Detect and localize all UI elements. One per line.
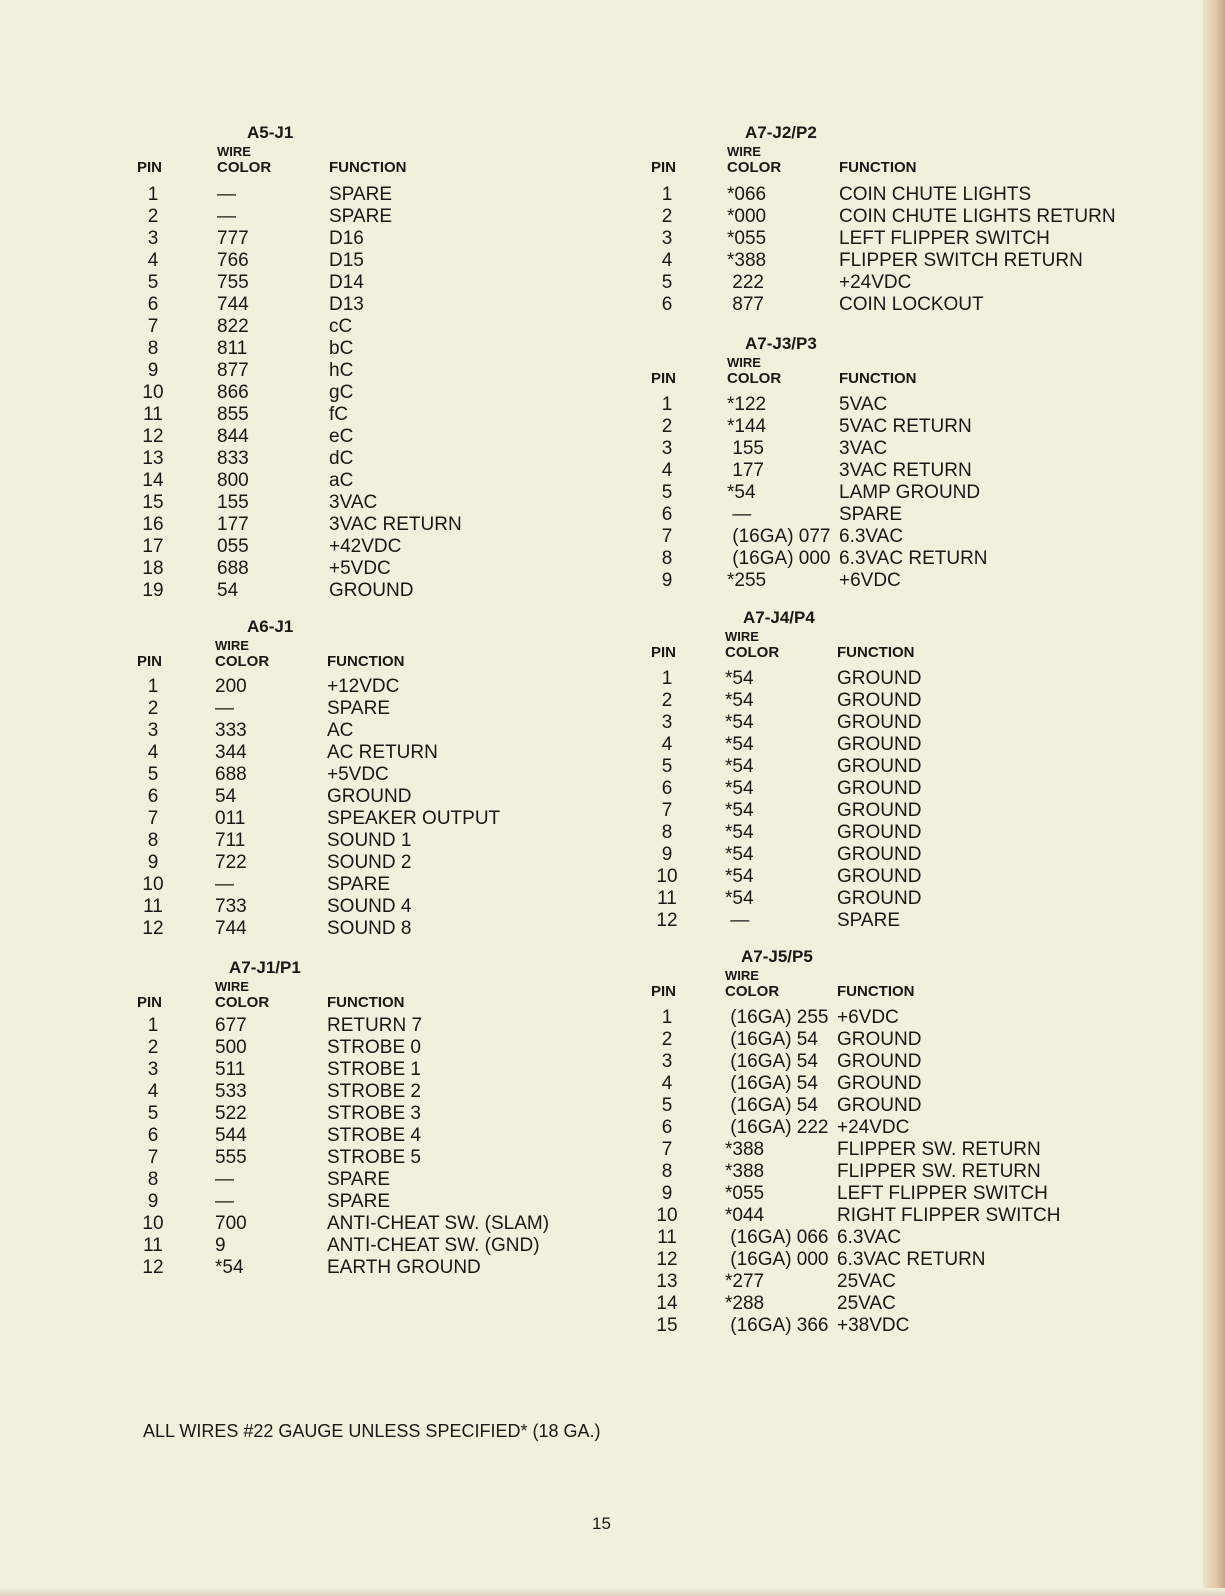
wire-color: (16GA) 000	[725, 1249, 829, 1270]
wire-color: *54	[727, 482, 756, 503]
connector-title: A7-J2/P2	[745, 123, 817, 142]
pin-number: 12	[142, 426, 164, 447]
pin-function: RETURN 7	[327, 1015, 423, 1036]
pin-number: 6	[147, 294, 159, 315]
pin-number: 8	[147, 1169, 159, 1190]
pin-number: 10	[656, 866, 678, 887]
wire-color: —	[217, 184, 236, 205]
wire-color: 500	[215, 1037, 247, 1058]
pin-number: 11	[143, 404, 163, 425]
pin-function: LAMP GROUND	[839, 482, 981, 503]
wire-color: —	[217, 206, 236, 227]
wire-color: —	[215, 1191, 234, 1212]
wire-color: 733	[215, 896, 247, 917]
wire-color: 722	[215, 852, 247, 873]
wire-color: 011	[215, 808, 246, 829]
wire-color: (16GA) 077	[727, 526, 831, 547]
pin-function: 25VAC	[837, 1271, 896, 1292]
pin-number: 16	[142, 514, 164, 535]
wire-color: *54	[725, 822, 754, 843]
function-header: FUNCTION	[839, 370, 917, 387]
pin-function: SPARE	[327, 874, 391, 895]
pin-number: 2	[147, 1037, 159, 1058]
page-edge-shadow	[1203, 0, 1225, 1596]
pin-function: LEFT FLIPPER SWITCH	[839, 228, 1050, 249]
color-header: COLOR	[727, 370, 782, 387]
pin-number: 2	[661, 416, 673, 437]
pin-number: 5	[661, 1095, 673, 1116]
wire-color: *122	[727, 394, 767, 415]
wire-color: (16GA) 54	[725, 1029, 818, 1050]
pin-function: +6VDC	[837, 1007, 899, 1028]
pin-function: GROUND	[837, 866, 922, 887]
wire-color: 177	[727, 460, 764, 481]
pin-number: 7	[147, 1147, 159, 1168]
pin-function: GROUND	[327, 786, 412, 807]
pin-function: +24VDC	[839, 272, 912, 293]
pin-number: 1	[661, 394, 673, 415]
function-header: FUNCTION	[837, 644, 915, 661]
wire-label: WIRE	[725, 968, 759, 983]
connector-title: A7-J5/P5	[741, 947, 813, 966]
wire-color: 522	[215, 1103, 247, 1124]
pin-function: 5VAC RETURN	[839, 416, 972, 437]
pin-function: GROUND	[837, 712, 922, 733]
pin-number: 11	[143, 1235, 163, 1256]
pin-function: bC	[329, 338, 354, 359]
pin-function: LEFT FLIPPER SWITCH	[837, 1183, 1048, 1204]
pin-function: SOUND 1	[327, 830, 412, 851]
pin-number: 4	[661, 734, 673, 755]
wire-color: 155	[217, 492, 249, 513]
pin-number: 3	[147, 1059, 159, 1080]
pin-function: SPARE	[329, 184, 393, 205]
pin-number: 5	[147, 764, 159, 785]
pin-function: ANTI-CHEAT SW. (GND)	[327, 1235, 540, 1256]
pin-function: aC	[329, 470, 354, 491]
pin-function: GROUND	[837, 668, 922, 689]
pin-number: 6	[661, 504, 673, 525]
wire-label: WIRE	[215, 638, 249, 653]
wire-color: 744	[217, 294, 249, 315]
pin-function: +6VDC	[839, 570, 901, 591]
pin-function: SPARE	[837, 910, 901, 931]
pin-header: PIN	[137, 159, 163, 176]
pin-function: FLIPPER SW. RETURN	[837, 1139, 1041, 1160]
wire-color: 344	[215, 742, 247, 763]
wire-color: 822	[217, 316, 249, 337]
wire-color: (16GA) 255	[725, 1007, 829, 1028]
wire-color: —	[725, 910, 750, 931]
pin-function: 3VAC	[839, 438, 888, 459]
wire-color: *54	[725, 734, 754, 755]
wire-color: 9	[215, 1235, 226, 1256]
wire-color: *388	[725, 1139, 765, 1160]
wire-color: (16GA) 54	[725, 1095, 818, 1116]
wire-color: *277	[725, 1271, 765, 1292]
pin-number: 7	[147, 808, 159, 829]
color-header: COLOR	[215, 653, 270, 670]
pin-number: 15	[656, 1315, 678, 1336]
pin-number: 10	[142, 874, 164, 895]
function-header: FUNCTION	[839, 159, 917, 176]
pin-number: 1	[147, 184, 159, 205]
wire-color: (16GA) 066	[725, 1227, 829, 1248]
page-bottom-edge	[0, 1588, 1225, 1596]
pin-number: 5	[661, 482, 673, 503]
pin-function: SPARE	[327, 698, 391, 719]
pin-header: PIN	[651, 644, 677, 661]
connector-title: A5-J1	[247, 123, 294, 142]
pin-function: 6.3VAC	[837, 1227, 902, 1248]
wire-color: (16GA) 54	[725, 1051, 818, 1072]
pin-function: GROUND	[837, 778, 922, 799]
pin-number: 1	[661, 184, 673, 205]
connector-title: A6-J1	[247, 617, 294, 636]
pin-header: PIN	[651, 370, 677, 387]
wire-color: *055	[727, 228, 767, 249]
pin-function: D16	[329, 228, 364, 249]
pin-function: GROUND	[837, 822, 922, 843]
pin-number: 8	[147, 830, 159, 851]
pin-function: SPARE	[329, 206, 393, 227]
wire-color: *54	[725, 800, 754, 821]
pin-number: 3	[147, 228, 159, 249]
pin-number: 18	[142, 558, 164, 579]
pin-function: +24VDC	[837, 1117, 910, 1138]
pin-number: 4	[147, 250, 159, 271]
pin-function: hC	[329, 360, 354, 381]
pin-function: GROUND	[837, 734, 922, 755]
color-header: COLOR	[217, 159, 272, 176]
pin-number: 3	[661, 712, 673, 733]
pin-number: 17	[142, 536, 164, 557]
pin-function: D13	[329, 294, 364, 315]
wire-color: *54	[215, 1257, 244, 1278]
pin-function: GROUND	[837, 888, 922, 909]
wire-color: —	[215, 1169, 234, 1190]
pin-number: 8	[147, 338, 159, 359]
page-number: 15	[592, 1514, 611, 1533]
pin-function: dC	[329, 448, 354, 469]
pin-function: D15	[329, 250, 364, 271]
pin-function: GROUND	[837, 1029, 922, 1050]
wire-color: *388	[725, 1161, 765, 1182]
pin-number: 5	[147, 1103, 159, 1124]
pin-number: 14	[656, 1293, 678, 1314]
wire-color: *000	[727, 206, 767, 227]
wire-color: *54	[725, 756, 754, 777]
pin-function: GROUND	[837, 756, 922, 777]
pin-function: SOUND 2	[327, 852, 412, 873]
wire-color: 333	[215, 720, 247, 741]
pin-number: 7	[661, 1139, 673, 1160]
pin-number: 6	[661, 778, 673, 799]
wire-color: 877	[727, 294, 764, 315]
pin-number: 13	[142, 448, 164, 469]
pin-number: 2	[661, 1029, 673, 1050]
wire-color: *255	[727, 570, 767, 591]
pin-function: AC	[327, 720, 354, 741]
wire-color: 54	[217, 580, 239, 601]
pin-number: 9	[661, 844, 673, 865]
color-header: COLOR	[727, 159, 782, 176]
pin-function: STROBE 3	[327, 1103, 421, 1124]
wire-label: WIRE	[727, 355, 761, 370]
wire-label: WIRE	[217, 144, 251, 159]
function-header: FUNCTION	[327, 653, 405, 670]
pin-function: +38VDC	[837, 1315, 910, 1336]
wire-color: 777	[217, 228, 249, 249]
pin-number: 3	[661, 438, 673, 459]
pin-function: 25VAC	[837, 1293, 896, 1314]
pin-header: PIN	[137, 653, 163, 670]
wire-color: 711	[215, 830, 246, 851]
pin-number: 12	[142, 918, 164, 939]
pin-number: 4	[661, 460, 673, 481]
connector-title: A7-J3/P3	[745, 334, 817, 353]
wire-color: 755	[217, 272, 249, 293]
wire-color: —	[215, 874, 234, 895]
pin-function: FLIPPER SW. RETURN	[837, 1161, 1041, 1182]
pin-number: 2	[661, 206, 673, 227]
pin-number: 7	[661, 526, 673, 547]
pin-number: 11	[657, 1227, 677, 1248]
wire-color: 800	[217, 470, 249, 491]
color-header: COLOR	[725, 983, 780, 1000]
wire-color: 222	[727, 272, 764, 293]
pin-number: 3	[661, 1051, 673, 1072]
wire-color: *055	[725, 1183, 765, 1204]
pin-number: 4	[661, 250, 673, 271]
pin-number: 2	[147, 698, 159, 719]
wire-color: 811	[217, 338, 248, 359]
pin-function: 3VAC RETURN	[329, 514, 462, 535]
pin-number: 1	[147, 1015, 159, 1036]
pin-number: 1	[661, 1007, 673, 1028]
pin-number: 4	[147, 1081, 159, 1102]
pin-number: 19	[142, 580, 164, 601]
wire-color: —	[727, 504, 752, 525]
wire-color: 688	[217, 558, 249, 579]
color-header: COLOR	[215, 994, 270, 1011]
wire-color: 688	[215, 764, 247, 785]
pin-number: 1	[147, 676, 159, 697]
wire-color: *54	[725, 866, 754, 887]
connector-title: A7-J1/P1	[229, 958, 301, 977]
wire-color: *54	[725, 844, 754, 865]
pin-function: STROBE 5	[327, 1147, 421, 1168]
pin-function: +42VDC	[329, 536, 402, 557]
connector-title: A7-J4/P4	[743, 608, 815, 627]
pin-function: GROUND	[837, 844, 922, 865]
pin-function: GROUND	[329, 580, 414, 601]
pin-number: 3	[661, 228, 673, 249]
wire-color: 700	[215, 1213, 247, 1234]
pin-number: 8	[661, 1161, 673, 1182]
wire-color: *066	[727, 184, 767, 205]
wire-color: 177	[217, 514, 249, 535]
pin-function: SOUND 8	[327, 918, 412, 939]
pin-number: 12	[656, 1249, 678, 1270]
wire-color: *288	[725, 1293, 765, 1314]
pin-function: +5VDC	[327, 764, 389, 785]
wire-color: 866	[217, 382, 249, 403]
wire-label: WIRE	[727, 144, 761, 159]
pin-function: 6.3VAC	[839, 526, 904, 547]
pin-function: 3VAC RETURN	[839, 460, 972, 481]
wire-color: 533	[215, 1081, 247, 1102]
wire-color: *54	[725, 778, 754, 799]
pin-number: 7	[147, 316, 159, 337]
pin-number: 9	[661, 1183, 673, 1204]
pin-function: COIN LOCKOUT	[839, 294, 984, 315]
wire-color: 766	[217, 250, 249, 271]
pin-function: GROUND	[837, 1073, 922, 1094]
pin-function: RIGHT FLIPPER SWITCH	[837, 1205, 1061, 1226]
wire-label: WIRE	[725, 629, 759, 644]
pin-function: STROBE 0	[327, 1037, 421, 1058]
pin-number: 5	[661, 756, 673, 777]
pin-number: 10	[656, 1205, 678, 1226]
pin-number: 12	[656, 910, 678, 931]
pin-function: fC	[329, 404, 348, 425]
pin-function: GROUND	[837, 800, 922, 821]
wire-color: 155	[727, 438, 764, 459]
pin-function: +5VDC	[329, 558, 391, 579]
pin-function: GROUND	[837, 690, 922, 711]
wire-color: *388	[727, 250, 767, 271]
pin-number: 6	[661, 294, 673, 315]
function-header: FUNCTION	[327, 994, 405, 1011]
pin-number: 14	[142, 470, 164, 491]
pin-number: 11	[657, 888, 677, 909]
pin-function: FLIPPER SWITCH RETURN	[839, 250, 1083, 271]
pin-number: 11	[143, 896, 163, 917]
pin-function: eC	[329, 426, 354, 447]
pin-number: 5	[661, 272, 673, 293]
wire-color: 544	[215, 1125, 247, 1146]
wire-color: (16GA) 000	[727, 548, 831, 569]
function-header: FUNCTION	[329, 159, 407, 176]
pin-function: cC	[329, 316, 353, 337]
wire-color: 54	[215, 786, 237, 807]
pin-function: STROBE 2	[327, 1081, 421, 1102]
pin-header: PIN	[651, 983, 677, 1000]
pin-number: 9	[147, 852, 159, 873]
pin-number: 9	[147, 1191, 159, 1212]
pin-number: 9	[147, 360, 159, 381]
pin-number: 2	[661, 690, 673, 711]
pin-function: gC	[329, 382, 354, 403]
wire-color: (16GA) 54	[725, 1073, 818, 1094]
pin-number: 9	[661, 570, 673, 591]
pin-function: AC RETURN	[327, 742, 438, 763]
pin-function: 3VAC	[329, 492, 378, 513]
pin-function: GROUND	[837, 1051, 922, 1072]
pin-number: 2	[147, 206, 159, 227]
pin-number: 10	[142, 382, 164, 403]
wire-color: (16GA) 366	[725, 1315, 829, 1336]
wire-color: 744	[215, 918, 247, 939]
pin-function: 6.3VAC RETURN	[837, 1249, 986, 1270]
function-header: FUNCTION	[837, 983, 915, 1000]
pin-function: STROBE 1	[327, 1059, 421, 1080]
pin-header: PIN	[651, 159, 677, 176]
wire-color: *54	[725, 668, 754, 689]
pin-number: 1	[661, 668, 673, 689]
pin-number: 10	[142, 1213, 164, 1234]
pin-number: 8	[661, 822, 673, 843]
pin-function: COIN CHUTE LIGHTS RETURN	[839, 206, 1116, 227]
pin-function: SPEAKER OUTPUT	[327, 808, 501, 829]
pin-number: 6	[147, 786, 159, 807]
wire-color: 877	[217, 360, 249, 381]
wire-color: 555	[215, 1147, 247, 1168]
pin-number: 8	[661, 548, 673, 569]
wire-color: (16GA) 222	[725, 1117, 829, 1138]
pin-function: +12VDC	[327, 676, 400, 697]
pin-function: SPARE	[327, 1169, 391, 1190]
pin-function: 6.3VAC RETURN	[839, 548, 988, 569]
pin-function: GROUND	[837, 1095, 922, 1116]
wire-color: 200	[215, 676, 247, 697]
wire-color: 844	[217, 426, 249, 447]
wire-color: 855	[217, 404, 249, 425]
pin-number: 7	[661, 800, 673, 821]
wire-color: 511	[215, 1059, 246, 1080]
pin-number: 4	[661, 1073, 673, 1094]
pin-number: 3	[147, 720, 159, 741]
pin-number: 5	[147, 272, 159, 293]
pin-function: D14	[329, 272, 364, 293]
wire-color: *144	[727, 416, 767, 437]
pin-header: PIN	[137, 994, 163, 1011]
wire-label: WIRE	[215, 979, 249, 994]
pin-function: STROBE 4	[327, 1125, 421, 1146]
wire-color: 677	[215, 1015, 247, 1036]
color-header: COLOR	[725, 644, 780, 661]
wire-color: *044	[725, 1205, 765, 1226]
gauge-footnote: ALL WIRES #22 GAUGE UNLESS SPECIFIED* (18 GA.)	[143, 1421, 601, 1441]
pin-number: 12	[142, 1257, 164, 1278]
pin-function: ANTI-CHEAT SW. (SLAM)	[327, 1213, 550, 1234]
wire-color: *54	[725, 712, 754, 733]
wire-color: 833	[217, 448, 249, 469]
pin-number: 6	[661, 1117, 673, 1138]
wire-color: *54	[725, 690, 754, 711]
pin-number: 15	[142, 492, 164, 513]
wire-color: *54	[725, 888, 754, 909]
pin-number: 4	[147, 742, 159, 763]
pin-function: EARTH GROUND	[327, 1257, 481, 1278]
wire-color: 055	[217, 536, 249, 557]
pin-function: 5VAC	[839, 394, 888, 415]
pin-function: SPARE	[327, 1191, 391, 1212]
pin-number: 13	[656, 1271, 678, 1292]
pin-function: SPARE	[839, 504, 903, 525]
wire-color: —	[215, 698, 234, 719]
pin-function: SOUND 4	[327, 896, 412, 917]
pin-function: COIN CHUTE LIGHTS	[839, 184, 1032, 205]
pin-number: 6	[147, 1125, 159, 1146]
